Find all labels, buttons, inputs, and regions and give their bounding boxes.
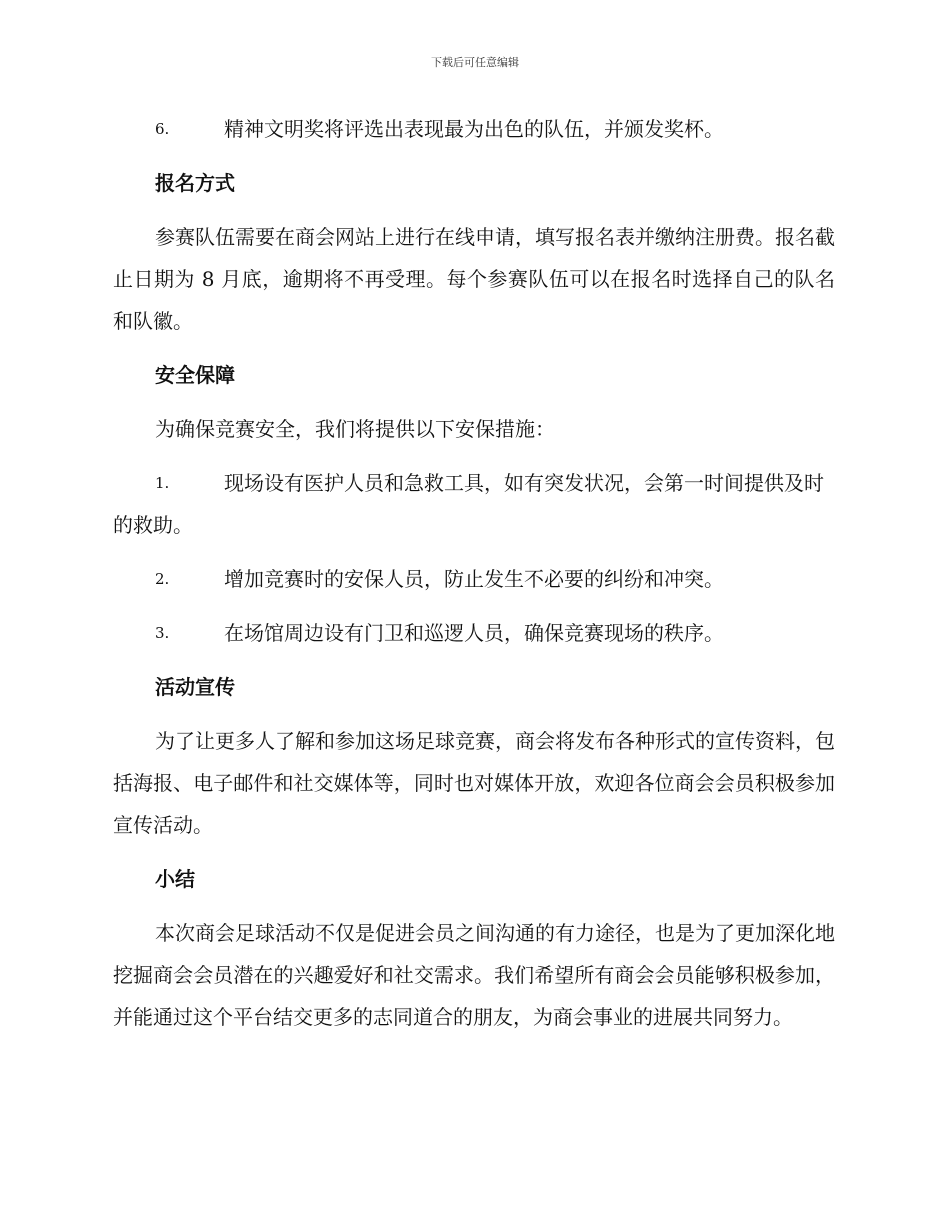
award-item-6 xyxy=(113,108,835,150)
header-note: 下载后可任意编辑 xyxy=(431,56,519,69)
security-item-1 xyxy=(113,462,835,546)
list-text: 精神文明奖将评选出表现最为出色的队伍，并颁发奖杯。 xyxy=(224,117,724,141)
promotion-paragraph: 为了让更多人了解和参加这场足球竞赛，商会将发布各种形式的宣传资料，包括海报、电子邮件和社交媒体等，同时也对媒体开放，欢迎各位商会会员积极参加宣传活动。 xyxy=(113,729,835,837)
document-body xyxy=(113,108,835,1038)
section-heading-promotion: 活动宣传 xyxy=(155,675,235,699)
list-text: 现场设有医护人员和急救工具，如有突发状况，会第一时间提供及时的救助。 xyxy=(113,471,824,537)
registration-paragraph: 参赛队伍需要在商会网站上进行在线申请，填写报名表并缴纳注册费。报名截止日期为 8 月底，逾期将不再受理。每个参赛队伍可以在报名时选择自己的队名和队徽。 xyxy=(113,225,835,333)
list-number: 2. xyxy=(155,570,170,588)
list-text: 在场馆周边设有门卫和巡逻人员，确保竞赛现场的秩序。 xyxy=(224,621,724,645)
security-item-2 xyxy=(113,558,835,600)
section-heading-registration: 报名方式 xyxy=(155,171,235,195)
list-number: 1. xyxy=(155,474,170,492)
list-number: 6. xyxy=(155,120,170,138)
security-intro: 为确保竞赛安全，我们将提供以下安保措施： xyxy=(155,417,555,441)
section-heading-summary: 小结 xyxy=(155,867,195,891)
summary-paragraph: 本次商会足球活动不仅是促进会员之间沟通的有力途径，也是为了更加深化地挖掘商会会员潜在的兴趣爱好和社交需求。我们希望所有商会会员能够积极参加，并能通过这个平台结交更多的志同道合的朋友，为商会事业的进展共同努力。 xyxy=(113,921,835,1029)
security-item-3 xyxy=(113,612,835,654)
list-text: 增加竞赛时的安保人员，防止发生不必要的纠纷和冲突。 xyxy=(224,567,724,591)
section-heading-security: 安全保障 xyxy=(155,363,235,387)
list-number: 3. xyxy=(155,624,170,642)
